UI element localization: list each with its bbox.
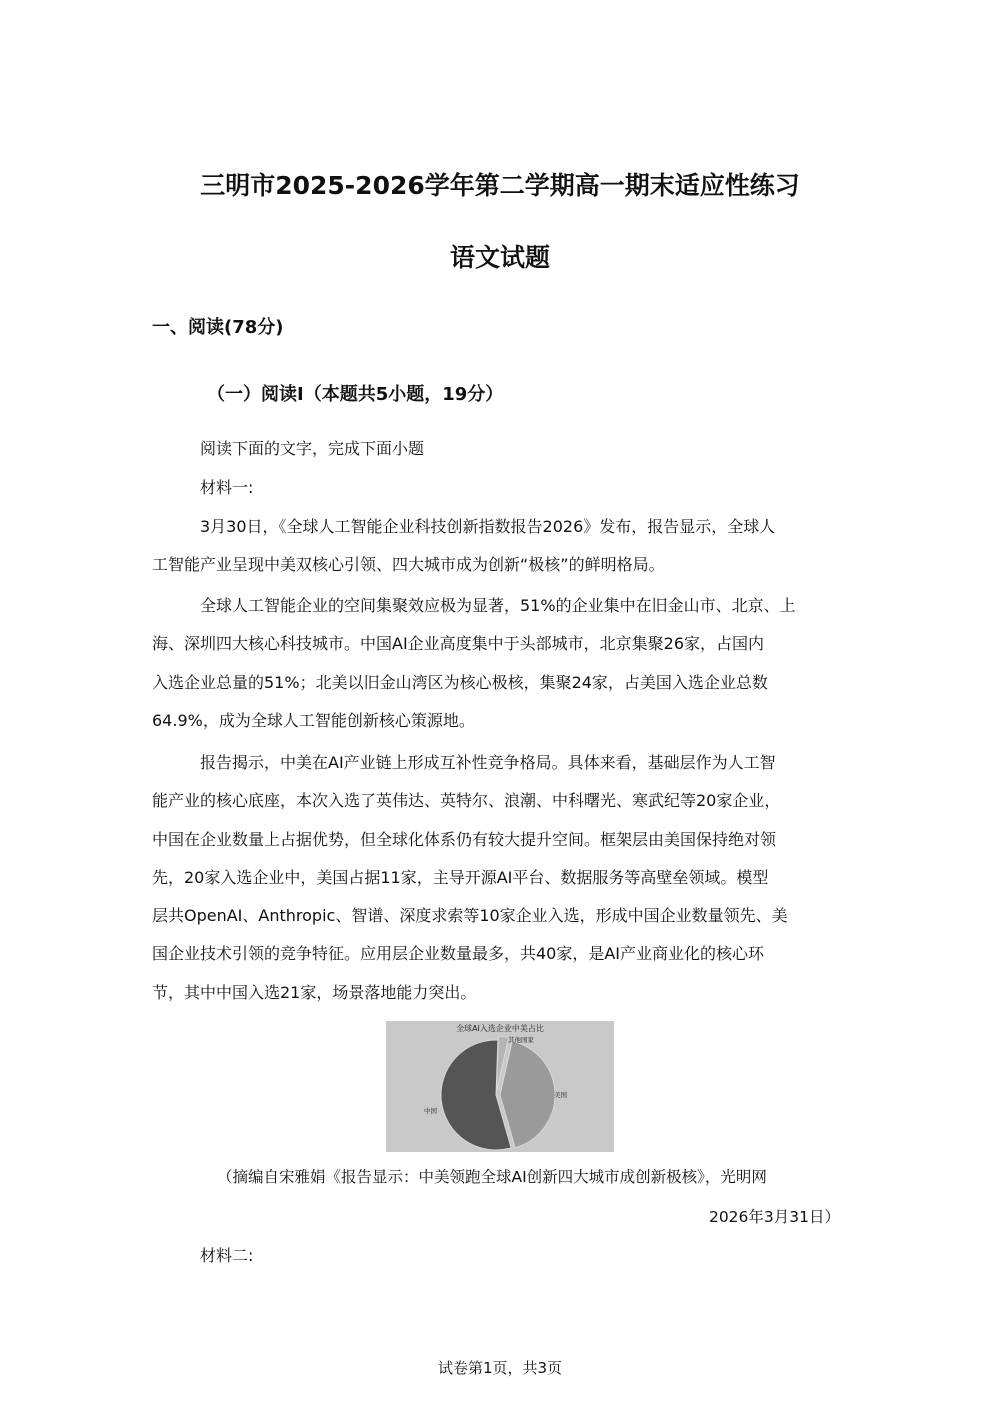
paragraph-2	[152, 596, 852, 749]
citation-line-2: 2026年3月31日）	[708, 1208, 840, 1226]
paragraph-line: 64.9%，成为全球人工智能创新核心策源地。	[152, 710, 475, 730]
chart-title: 全球AI入选企业中美占比	[456, 1024, 544, 1033]
paragraph-line: 3月30日，《全球人工智能企业科技创新指数报告2026》发布，报告显示，全球人	[200, 517, 776, 536]
citation-line-1: （摘编自宋雅娟《报告显示：中美领跑全球AI创新四大城市成创新极核》，光明网	[217, 1168, 767, 1186]
paragraph-1	[152, 517, 852, 594]
pie-slice-label: 美国	[554, 1091, 567, 1099]
exam-subtitle: 语文试题	[449, 243, 550, 272]
pie-slice-label: 其他国家	[508, 1036, 534, 1044]
material-two-label: 材料二:	[200, 1246, 254, 1265]
paragraph-line: 能产业的核心底座，本次入选了英伟达、英特尔、浪潮、中科曙光、寒武纪等20家企业，	[152, 791, 781, 811]
page-footer: 试卷第1页，共3页	[437, 1359, 563, 1377]
paragraph-line: 海、深圳四大核心科技城市。中国AI企业高度集中于头部城市，北京集聚26家，占国内	[152, 634, 765, 654]
pie-chart	[386, 1021, 614, 1152]
pie-chart-figure	[386, 1021, 614, 1152]
pie-slice	[500, 1041, 555, 1148]
paragraph-line: 先，20家入选企业中，美国占据11家，主导开源AI平台、数据服务等高壁垒领域。模型	[152, 867, 769, 887]
section-heading: 一、阅读(78分)	[152, 317, 284, 338]
paragraph-line: 国企业技术引领的竞争特征。应用层企业数量最多，共40家，是AI产业商业化的核心环	[152, 944, 765, 964]
paragraph-line: 层共OpenAI、Anthropic、智谱、深度求索等10家企业入选，形成中国企业数量领先、美	[152, 906, 788, 926]
paragraph-line: 入选企业总量的51%；北美以旧金山湾区为核心极核，集聚24家，占美国入选企业总数	[152, 672, 768, 692]
subsection-heading: （一）阅读I（本题共5小题，19分）	[207, 384, 504, 405]
pie-slice-label: 中国	[424, 1107, 437, 1115]
paragraph-line: 全球人工智能企业的空间集聚效应极为显著，51%的企业集中在旧金山市、北京、上	[200, 596, 796, 615]
exam-title: 三明市2025-2026学年第二学期高一期末适应性练习	[200, 171, 800, 200]
material-one-label: 材料一:	[200, 478, 254, 497]
paragraph-line: 报告揭示，中美在AI产业链上形成互补性竞争格局。具体来看，基础层作为人工智	[200, 753, 776, 772]
paragraph-line: 工智能产业呈现中美双核心引领、四大城市成为创新“极核”的鲜明格局。	[152, 555, 665, 575]
instruction-text: 阅读下面的文字，完成下面小题	[200, 439, 425, 458]
paragraph-3	[152, 753, 852, 1021]
paragraph-line: 中国在企业数量上占据优势，但全球化体系仍有较大提升空间。框架层由美国保持绝对领	[152, 829, 777, 849]
paragraph-line: 节，其中中国入选21家，场景落地能力突出。	[152, 982, 477, 1002]
